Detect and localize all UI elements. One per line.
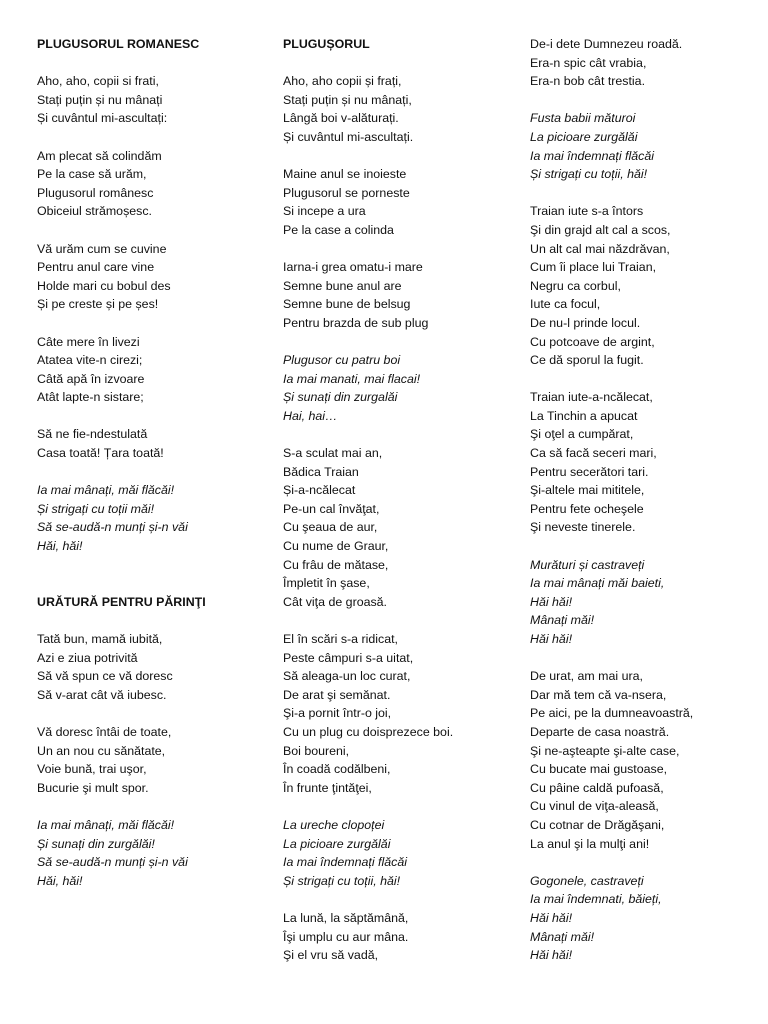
verse-line: Azi e ziua potrivită: [37, 650, 138, 665]
verse-line: Un an nou cu sănătate,: [37, 743, 166, 758]
verse-line: Traian iute-a-ncălecat,: [530, 390, 653, 405]
verse-line: Şi-altele mai mititele,: [530, 483, 645, 498]
stanza-gap: [283, 333, 453, 352]
refrain-line: La picioare zurgălăi: [283, 836, 391, 851]
verse-line: S-a sculat mai an,: [283, 446, 383, 461]
verse-line: Câtă apă în izvoare: [37, 371, 145, 386]
stanza-gap: [283, 147, 453, 166]
verse-line: Şi din grajd alt cal a scos,: [530, 222, 671, 237]
verse-line: Pentru secerători tari.: [530, 464, 649, 479]
verse-line: Cu cotnar de Drăgăşani,: [530, 817, 665, 832]
stanza-gap: [37, 314, 206, 333]
verse-line: Cu pâine caldă pufoasă,: [530, 780, 664, 795]
verse-line: Stați puțin și nu mânați,: [283, 92, 412, 107]
stanza-gap: [37, 556, 206, 575]
verse-line: Să vă spun ce vă doresc: [37, 669, 173, 684]
stanza-gap: [283, 425, 453, 444]
verse-line: Plugusorul românesc: [37, 185, 154, 200]
verse-line: Cu bucate mai gustoase,: [530, 762, 668, 777]
verse-line: Semne bune de belsug: [283, 297, 411, 312]
verse-line: Era-n spic cât vrabia,: [530, 55, 647, 70]
verse-line: Să aleagа-un loc curat,: [283, 669, 411, 684]
stanza-gap: [37, 574, 206, 593]
refrain-line: Ia mai îndemnati, băieți,: [530, 892, 662, 907]
verse-line: Câte mere în livezi: [37, 334, 140, 349]
stanza-gap: [37, 407, 206, 426]
verse-line: Departe de casa noastră.: [530, 724, 670, 739]
refrain-line: Fusta babii măturoi: [530, 111, 636, 126]
poem-title: PLUGUȘORUL: [283, 37, 370, 51]
verse-line: Pe la case a colinda: [283, 222, 394, 237]
verse-line: Ce dă sporul la fugit.: [530, 353, 644, 368]
verse-line: Şi-a pornit într-o joi,: [283, 706, 392, 721]
verse-line: Pentru fete ocheşele: [530, 501, 644, 516]
verse-line: Plugusorul se porneste: [283, 185, 410, 200]
stanza-gap: [37, 797, 206, 816]
stanza-gap: [530, 370, 693, 389]
verse-line: Cu şeaua de aur,: [283, 520, 378, 535]
verse-line: La anul şi la mulţi ani!: [530, 836, 650, 851]
verse-line: Atatea vite-n cirezi;: [37, 353, 143, 368]
verse-line: Lângă boi v-alăturați.: [283, 111, 399, 126]
verse-line: Tată bun, mamă iubită,: [37, 632, 163, 646]
verse-line: Și-a-ncălecat: [283, 483, 356, 498]
verse-line: Cu frâu de mătase,: [283, 557, 389, 572]
refrain-line: Plugusor cu patru boi: [283, 353, 401, 368]
refrain-line: Ia mai manati, mai flacai!: [283, 371, 421, 386]
stanza-gap: [37, 463, 206, 482]
poem-column-1: [37, 35, 206, 890]
verse-line: În coadă codălbeni,: [283, 762, 391, 777]
poem-column-2: [283, 35, 453, 965]
refrain-line: Hăi hăi!: [530, 910, 573, 925]
verse-line: Cu un plug cu doisprezece boi.: [283, 724, 454, 739]
refrain-line: Murături și castraveți: [530, 557, 645, 572]
refrain-line: Mânați măi!: [530, 613, 595, 628]
verse-line: Pe aici, pe la dumneavoastră,: [530, 706, 694, 721]
verse-line: Bădica Traian: [283, 464, 359, 479]
verse-line: Era-n bob cât trestia.: [530, 74, 646, 89]
verse-line: Pe la case să urăm,: [37, 167, 147, 182]
verse-line: Dar mă tem că va-nsera,: [530, 687, 667, 702]
verse-line: Și cuvântul mi-ascultați.: [283, 129, 414, 144]
refrain-line: Ia mai îndemnați flăcăi: [530, 148, 654, 163]
verse-line: Pentru anul care vine: [37, 260, 155, 275]
verse-line: Maine anul se inoieste: [283, 167, 407, 182]
verse-line: În frunte ţintăţei,: [283, 780, 372, 795]
verse-line: Am plecat să colindăm: [37, 148, 162, 163]
verse-line: Semne bune anul are: [283, 278, 402, 293]
verse-line: Negru ca corbul,: [530, 278, 621, 293]
refrain-line: Ia mai mânați, măi flăcăi!: [37, 483, 175, 498]
stanza-gap: [283, 890, 453, 909]
verse-line: Traian iute s-a întors: [530, 204, 644, 219]
verse-line: Boi boureni,: [283, 743, 350, 758]
verse-line: Cum îi place lui Traian,: [530, 260, 657, 275]
stanza-gap: [283, 54, 453, 73]
verse-line: Vă doresc întâi de toate,: [37, 724, 172, 739]
verse-line: Iarna-i grea omatu-i mare: [283, 260, 423, 275]
stanza-gap: [37, 611, 206, 630]
verse-line: De arat şi semănat.: [283, 687, 391, 702]
verse-line: Împletit în şase,: [283, 576, 370, 591]
refrain-line: Hăi hăi!: [530, 948, 573, 963]
verse-line: Aho, aho copii și frați,: [283, 74, 402, 89]
verse-line: De urat, am mai ura,: [530, 669, 643, 684]
verse-line: Peste câmpuri s-a uitat,: [283, 650, 414, 665]
refrain-line: Să se-audă-n munți și-n văi: [37, 520, 188, 535]
verse-line: Şi oţel a cumpărat,: [530, 427, 634, 442]
verse-line: Atât lapte-n sistare;: [37, 390, 144, 405]
refrain-line: Ia mai mânați, măi flăcăi!: [37, 817, 175, 832]
refrain-line: Hăi, hăi!: [37, 539, 83, 554]
verse-line: Iute ca focul,: [530, 297, 601, 312]
stanza-gap: [530, 184, 693, 203]
stanza-gap: [530, 537, 693, 556]
verse-line: Şi ne-aşteapte şi-alte case,: [530, 743, 680, 758]
verse-line: Pe-un cal învăţat,: [283, 501, 380, 516]
verse-line: Casa toată! Țara toată!: [37, 446, 164, 461]
refrain-line: Și sunați din zurgălăi!: [37, 836, 155, 851]
stanza-gap: [530, 91, 693, 110]
stanza-gap: [283, 611, 453, 630]
refrain-line: Și strigați cu toții, hăi!: [283, 873, 401, 888]
verse-line: Un alt cal mai năzdrăvan,: [530, 241, 670, 256]
verse-line: El în scări s-a ridicat,: [283, 632, 398, 646]
verse-line: Îşi umplu cu aur mâna.: [283, 929, 409, 944]
poem-column-3: [530, 35, 693, 965]
refrain-line: Hăi, hăi!: [37, 873, 83, 888]
poem-title: PLUGUSORUL ROMANESC: [37, 37, 200, 51]
refrain-line: Hai, hai…: [283, 408, 338, 423]
refrain-line: Hăi hăi!: [530, 594, 573, 609]
stanza-gap: [37, 704, 206, 723]
refrain-line: Hăi hăi!: [530, 632, 573, 646]
refrain-line: Să se-audă-n munți și-n văi: [37, 855, 188, 870]
verse-line: Stați puțin și nu mânați: [37, 92, 163, 107]
refrain-line: Ia mai mânați măi baieti,: [530, 576, 665, 591]
verse-line: Şi el vru să vadă,: [283, 948, 379, 963]
verse-line: Vă urăm cum se cuvine: [37, 241, 167, 256]
refrain-line: La ureche clopoței: [283, 817, 385, 832]
verse-line: De nu-l prinde locul.: [530, 315, 641, 330]
verse-line: Să ne fie-ndestulată: [37, 427, 148, 442]
verse-line: Obiceiul strămoșesc.: [37, 204, 152, 219]
stanza-gap: [530, 649, 693, 668]
verse-line: Cu nume de Graur,: [283, 539, 389, 554]
verse-line: Cu potcoave de argint,: [530, 334, 655, 349]
stanza-gap: [37, 54, 206, 73]
verse-line: Voie bună, trai uşor,: [37, 762, 147, 777]
refrain-line: Ia mai îndemnați flăcăi: [283, 855, 407, 870]
verse-line: Cu vinul de viţa-aleasă,: [530, 799, 659, 814]
poem-title: URĂTURĂ PENTRU PĂRINŢI: [37, 594, 206, 609]
refrain-line: Gogonele, castraveți: [530, 873, 644, 888]
verse-line: Si incepe a ura: [283, 204, 366, 219]
verse-line: Bucurie şi mult spor.: [37, 780, 149, 795]
verse-line: Și pe creste și pe șes!: [37, 297, 159, 312]
stanza-gap: [530, 853, 693, 872]
stanza-gap: [37, 221, 206, 240]
stanza-gap: [283, 240, 453, 259]
refrain-line: Mânați măi!: [530, 929, 595, 944]
stanza-gap: [283, 797, 453, 816]
verse-line: Ca să facă seceri mari,: [530, 446, 657, 461]
verse-line: Şi neveste tinerele.: [530, 520, 636, 535]
refrain-line: Și strigați cu toții, hăi!: [530, 167, 648, 182]
verse-line: Și cuvântul mi-ascultați:: [37, 111, 168, 126]
verse-line: Să v-arat cât vă iubesc.: [37, 687, 167, 702]
verse-line: Holde mari cu bobul des: [37, 278, 171, 293]
refrain-line: Și sunați din zurgalăi: [283, 390, 398, 405]
verse-line: Aho, aho, copii si frati,: [37, 74, 159, 89]
verse-line: La Tinchin a apucat: [530, 408, 638, 423]
verse-line: La lună, la săptămână,: [283, 910, 409, 925]
stanza-gap: [37, 128, 206, 147]
verse-line: Pentru brazda de sub plug: [283, 315, 429, 330]
refrain-line: Și strigați cu toții măi!: [37, 501, 155, 516]
verse-line: Cât viţa de groasă.: [283, 594, 388, 609]
verse-line: De-i dete Dumnezeu roadă.: [530, 37, 683, 51]
refrain-line: La picioare zurgălăi: [530, 129, 638, 144]
